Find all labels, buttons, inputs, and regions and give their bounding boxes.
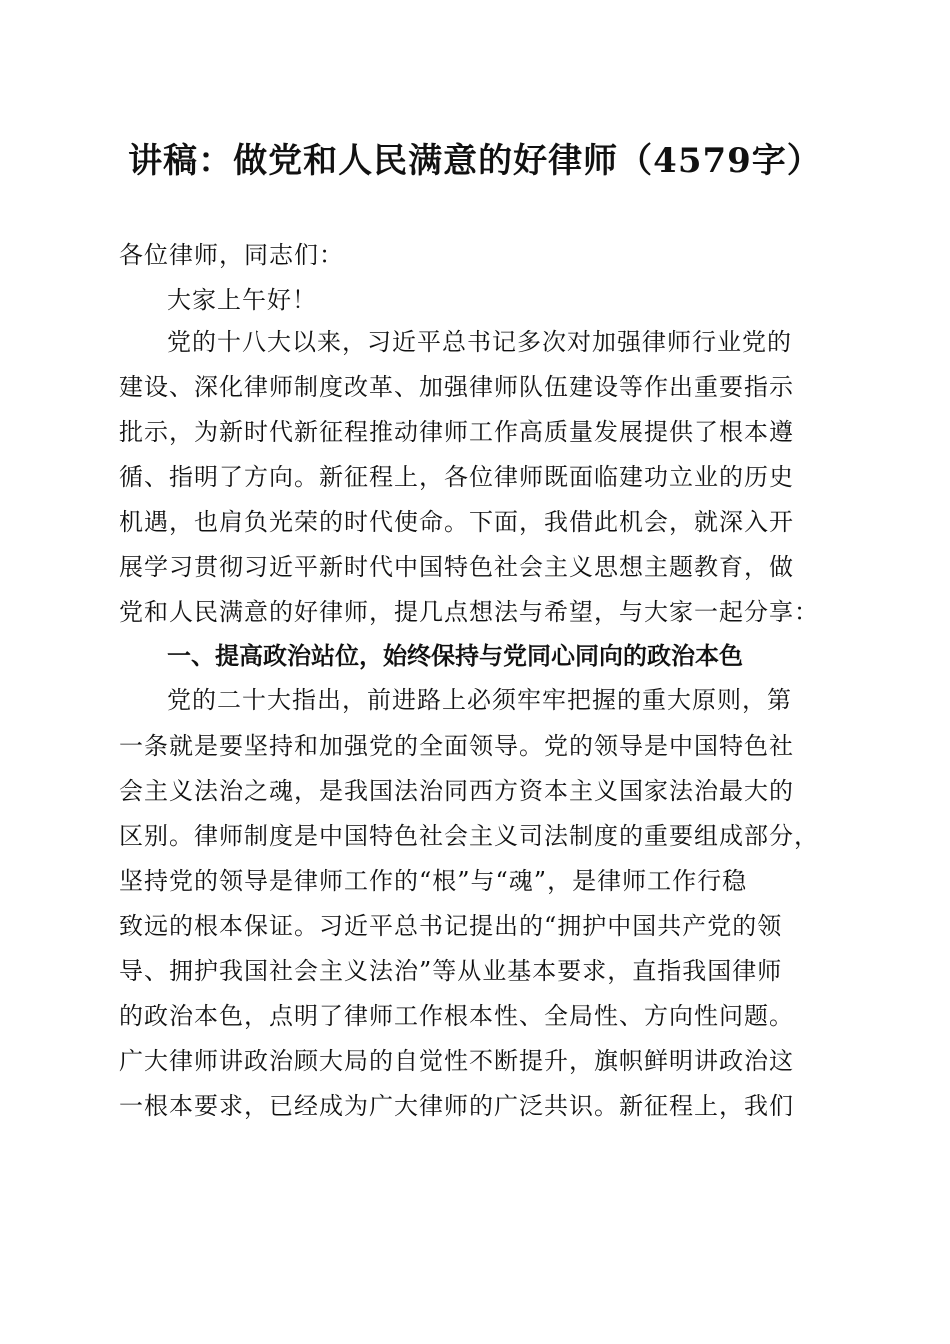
paragraph-line: 建设、深化律师制度改革、加强律师队伍建设等作出重要指示: [119, 373, 794, 401]
paragraph-line: 一根本要求，已经成为广大律师的广泛共识。新征程上，我们: [119, 1092, 794, 1120]
greeting-line: 各位律师，同志们：: [119, 241, 344, 269]
paragraph-line: 致远的根本保证。习近平总书记提出的“拥护中国共产党的领: [119, 912, 783, 940]
paragraph-line: 坚持党的领导是律师工作的“根”与“魂”，是律师工作行稳: [119, 867, 748, 895]
section-heading: 一、提高政治站位，始终保持与党同心同向的政治本色: [167, 642, 743, 670]
paragraph-line: 导、拥护我国社会主义法治”等从业基本要求，直指我国律师: [119, 957, 783, 985]
paragraph-line: 党的十八大以来，习近平总书记多次对加强律师行业党的: [167, 328, 792, 356]
paragraph-line: 批示，为新时代新征程推动律师工作高质量发展提供了根本遵: [119, 418, 794, 446]
paragraph-line: 的政治本色，点明了律师工作根本性、全局性、方向性问题。: [119, 1002, 794, 1030]
paragraph-line: 会主义法治之魂，是我国法治同西方资本主义国家法治最大的: [119, 777, 794, 805]
paragraph-line: 党的二十大指出，前进路上必须牢牢把握的重大原则，第: [167, 686, 792, 714]
paragraph-line: 党和人民满意的好律师，提几点想法与希望，与大家一起分享：: [119, 598, 819, 626]
document-title: 讲稿：做党和人民满意的好律师（4579字）: [128, 141, 822, 181]
paragraph-line: 循、指明了方向。新征程上，各位律师既面临建功立业的历史: [119, 463, 794, 491]
paragraph-line: 展学习贯彻习近平新时代中国特色社会主义思想主题教育，做: [119, 553, 794, 581]
paragraph-line: 区别。律师制度是中国特色社会主义司法制度的重要组成部分，: [119, 822, 819, 850]
paragraph-line: 机遇，也肩负光荣的时代使命。下面，我借此机会，就深入开: [119, 508, 794, 536]
paragraph-line: 一条就是要坚持和加强党的全面领导。党的领导是中国特色社: [119, 732, 794, 760]
paragraph-line: 广大律师讲政治顾大局的自觉性不断提升，旗帜鲜明讲政治这: [119, 1047, 794, 1075]
salute-line: 大家上午好！: [167, 286, 317, 314]
